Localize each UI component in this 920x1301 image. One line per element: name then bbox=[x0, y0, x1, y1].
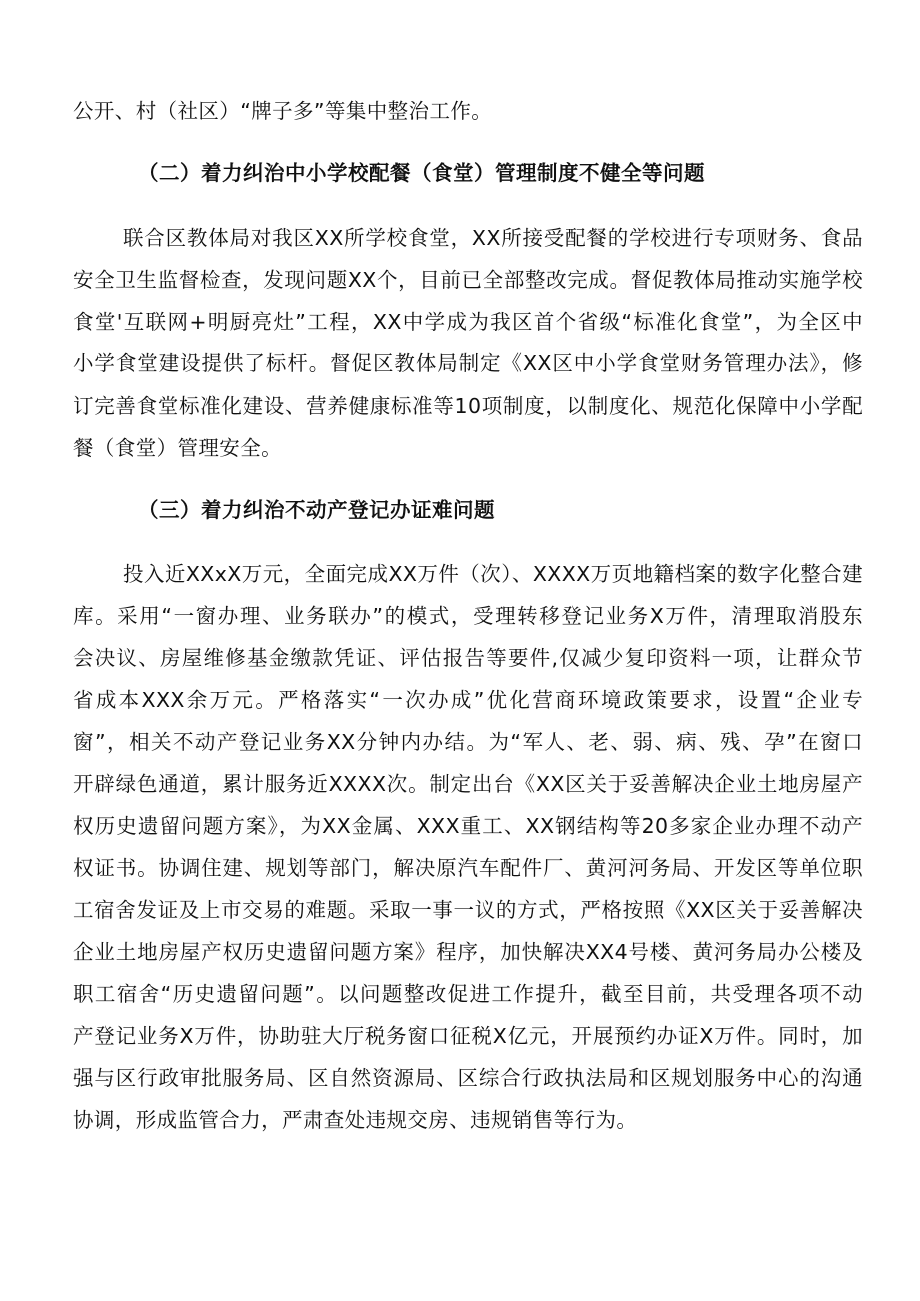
paragraph-line: 窗”，相关不动产登记业务XX分钟内办结。为“军人、老、弱、病、残、孕”在窗口 bbox=[73, 730, 863, 754]
paragraph-line: 职工宿舍“历史遗留问题”。以问题整改促进工作提升，截至目前，共受理各项不动 bbox=[73, 982, 863, 1006]
section-heading-2: （二）着力纠治中小学校配餐（食堂）管理制度不健全等问题 bbox=[138, 161, 705, 185]
section-heading-3: （三）着力纠治不动产登记办证难问题 bbox=[138, 498, 495, 522]
paragraph-line: 食堂'互联网+明厨亮灶”工程，XX中学成为我区首个省级“标准化食堂”，为全区中 bbox=[73, 310, 863, 334]
paragraph-line: 强与区行政审批服务局、区自然资源局、区综合行政执法局和区规划服务中心的沟通 bbox=[73, 1066, 863, 1090]
paragraph-line: 省成本XXX余万元。严格落实“一次办成”优化营商环境政策要求，设置“企业专 bbox=[73, 688, 863, 712]
paragraph-line: 工宿舍发证及上市交易的难题。采取一事一议的方式，严格按照《XX区关于妥善解决 bbox=[73, 898, 863, 922]
paragraph-line: 会决议、房屋维修基金缴款凭证、评估报告等要件,仅减少复印资料一项，让群众节 bbox=[73, 646, 863, 670]
paragraph-line: 安全卫生监督检查，发现问题XX个，目前已全部整改完成。督促教体局推动实施学校 bbox=[73, 268, 863, 292]
paragraph-line: 产登记业务X万件，协助驻大厅税务窗口征税X亿元，开展预约办证X万件。同时，加 bbox=[73, 1024, 863, 1048]
paragraph-line: 库。采用“一窗办理、业务联办”的模式，受理转移登记业务X万件，清理取消股东 bbox=[73, 604, 863, 628]
paragraph-line: 开辟绿色通道，累计服务近XXXX次。制定出台《XX区关于妥善解决企业土地房屋产 bbox=[73, 772, 863, 796]
paragraph-line: 公开、村（社区）“牌子多”等集中整治工作。 bbox=[73, 99, 493, 123]
paragraph-line: 权证书。协调住建、规划等部门，解决原汽车配件厂、黄河河务局、开发区等单位职 bbox=[73, 856, 863, 880]
paragraph-line: 投入近XXxX万元，全面完成XX万件（次）、XXXX万页地籍档案的数字化整合建 bbox=[123, 562, 863, 586]
paragraph-line: 联合区教体局对我区XX所学校食堂，XX所接受配餐的学校进行专项财务、食品 bbox=[123, 226, 863, 250]
paragraph-line: 订完善食堂标准化建设、营养健康标准等10项制度，以制度化、规范化保障中小学配 bbox=[73, 394, 863, 418]
paragraph-line: 企业土地房屋产权历史遗留问题方案》程序，加快解决XX4号楼、黄河务局办公楼及 bbox=[73, 940, 863, 964]
paragraph-line: 权历史遗留问题方案》，为XX金属、XXX重工、XX钢结构等20多家企业办理不动产 bbox=[73, 814, 863, 838]
paragraph-line: 协调，形成监管合力，严肃查处违规交房、违规销售等行为。 bbox=[73, 1108, 638, 1132]
paragraph-line: 小学食堂建设提供了标杆。督促区教体局制定《XX区中小学食堂财务管理办法》，修 bbox=[73, 351, 863, 375]
paragraph-line: 餐（食堂）管理安全。 bbox=[73, 436, 282, 460]
